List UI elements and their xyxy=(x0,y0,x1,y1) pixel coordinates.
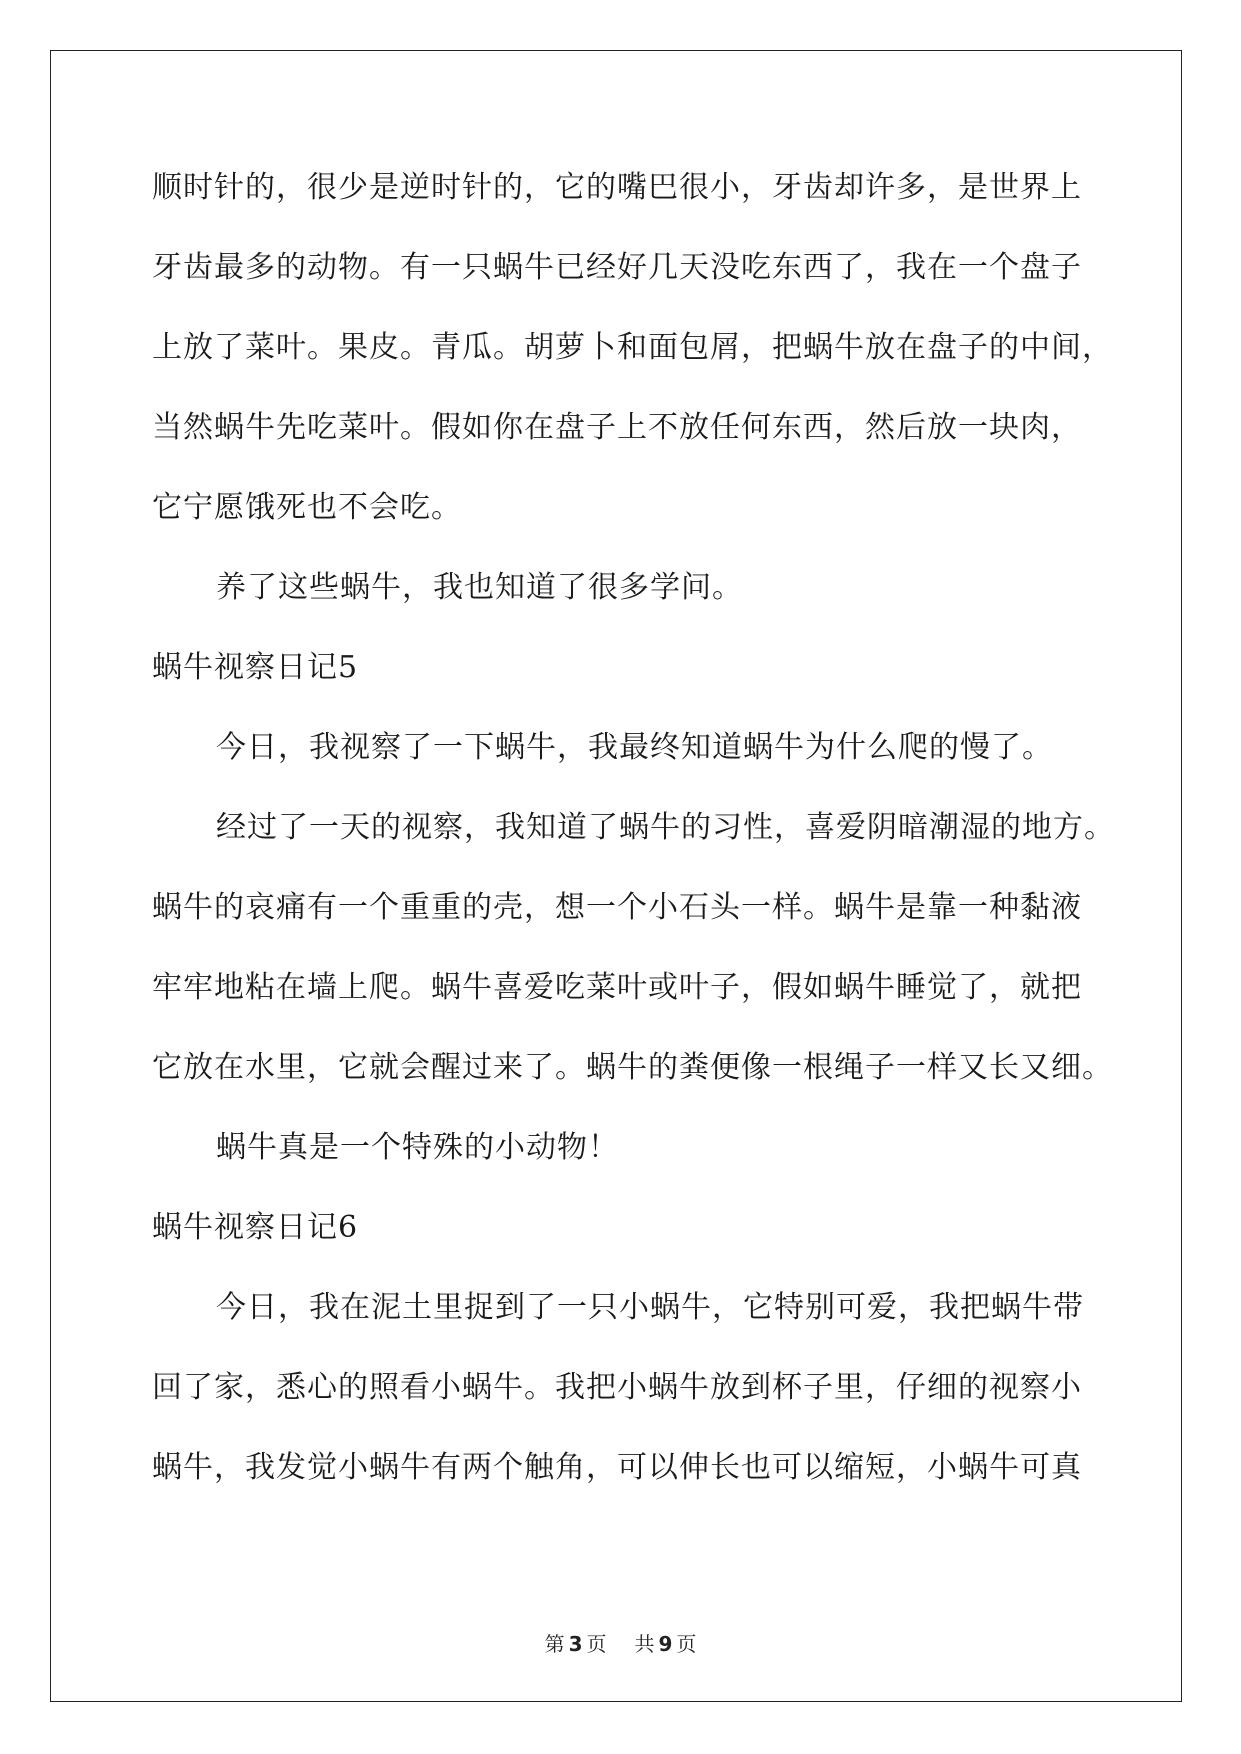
page-unit: 页 xyxy=(586,1632,607,1656)
current-page-number: 3 xyxy=(568,1632,583,1656)
paragraph-line: 牢牢地粘在墙上爬。蜗牛喜爱吃菜叶或叶子，假如蜗牛睡觉了，就把 xyxy=(152,970,1082,1005)
paragraph-line: 它放在水里，它就会醒过来了。蜗牛的粪便像一根绳子一样又长又细。 xyxy=(152,1050,1113,1085)
paragraph-line: 它宁愿饿死也不会吃。 xyxy=(152,490,462,525)
paragraph-line: 今日，我在泥土里捉到了一只小蜗牛，它特别可爱，我把蜗牛带 xyxy=(216,1290,1084,1325)
paragraph-line: 养了这些蜗牛，我也知道了很多学问。 xyxy=(216,570,743,605)
paragraph-line: 经过了一天的视察，我知道了蜗牛的习性，喜爱阴暗潮湿的地方。 xyxy=(216,810,1115,845)
paragraph-line: 顺时针的，很少是逆时针的，它的嘴巴很小，牙齿却许多，是世界上 xyxy=(152,170,1082,205)
paragraph-line: 蜗牛的哀痛有一个重重的壳，想一个小石头一样。蜗牛是靠一种黏液 xyxy=(152,890,1082,925)
paragraph-line: 牙齿最多的动物。有一只蜗牛已经好几天没吃东西了，我在一个盘子 xyxy=(152,250,1082,285)
total-prefix: 共 xyxy=(634,1632,655,1656)
paragraph-line: 今日，我视察了一下蜗牛，我最终知道蜗牛为什么爬的慢了。 xyxy=(216,730,1053,765)
total-page-number: 9 xyxy=(658,1632,673,1656)
paragraph-line: 回了家，悉心的照看小蜗牛。我把小蜗牛放到杯子里，仔细的视察小 xyxy=(152,1370,1082,1405)
section-heading: 蜗牛视察日记5 xyxy=(152,650,359,685)
page-prefix: 第 xyxy=(544,1632,565,1656)
total-unit: 页 xyxy=(676,1632,697,1656)
paragraph-line: 上放了菜叶。果皮。青瓜。胡萝卜和面包屑，把蜗牛放在盘子的中间， xyxy=(152,330,1113,365)
document-body xyxy=(152,160,1115,1520)
page-footer xyxy=(0,1632,1241,1656)
paragraph-line: 蜗牛，我发觉小蜗牛有两个触角，可以伸长也可以缩短，小蜗牛可真 xyxy=(152,1450,1082,1485)
paragraph-line: 当然蜗牛先吃菜叶。假如你在盘子上不放任何东西，然后放一块肉， xyxy=(152,410,1082,445)
section-heading: 蜗牛视察日记6 xyxy=(152,1210,359,1245)
paragraph-line: 蜗牛真是一个特殊的小动物！ xyxy=(216,1130,619,1165)
